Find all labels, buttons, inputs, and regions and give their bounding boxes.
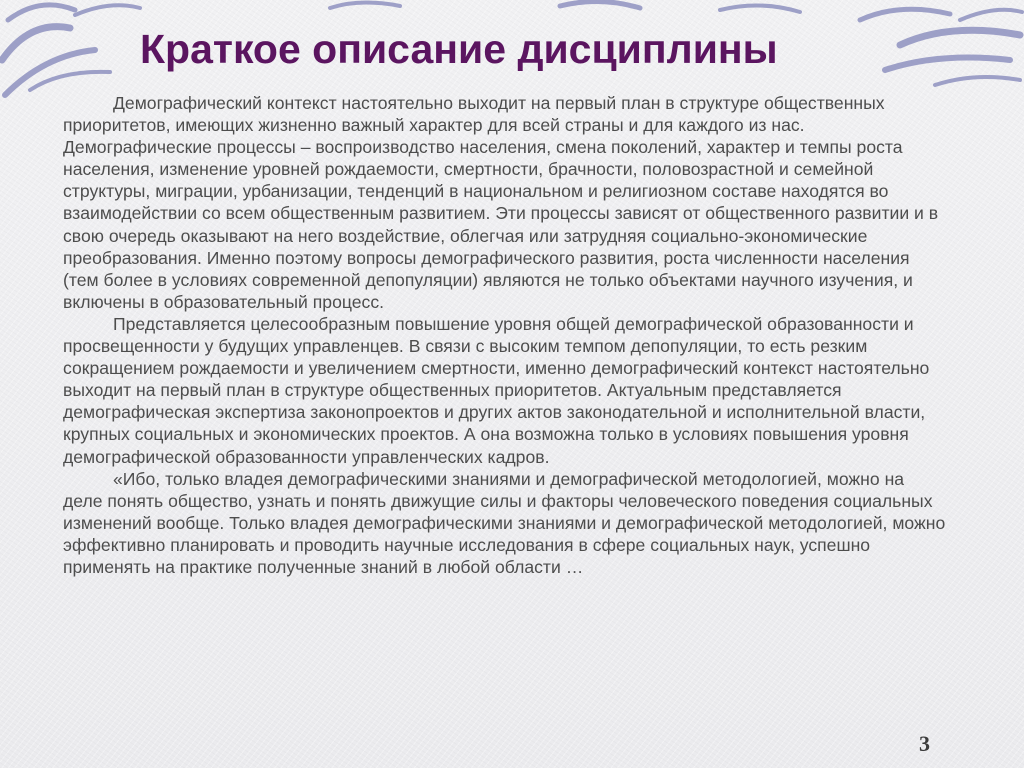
paragraph-1: Демографический контекст настоятельно выходит на первый план в структуре общественных приоритетов, имеющих жизненно важный характер для всей страны и для каждого из нас. Демографические процессы – воспроизводство населения, смена поколений, характер и темпы роста населения, изменение уровней рождаемости, смертности, брачности, половозрастной и семейной структуры, миграции, урбанизации, тенденций в национальном и религиозном составе находятся во взаимодействии со всем общественным развитием. Эти процессы зависят от общественного развитии и в свою очередь оказывают на него воздействие, облегчая или затрудняя социально-экономические преобразования. Именно поэтому вопросы демографического развития, роста численности населения (тем более в условиях современной депопуляции) являются не только объектами научного изучения, и включены в образовательный процесс. (63, 93, 939, 312)
swirl-stroke (8, 5, 75, 20)
swirl-stroke (330, 2, 400, 8)
paragraph-3: «Ибо, только владея демографическими знаниями и демографической методологией, можно на деле понять общество, узнать и понять движущие силы и факторы человеческого поведения социальных изменений вообще. Только владея демографическими знаниями и демографической методологией, можно эффективно планировать и проводить научные исследования в сфере социальных наук, успешно применять на практике полученные знаний в любой области … (63, 468, 946, 577)
swirl-stroke (2, 27, 70, 60)
paragraph-2: Представляется целесообразным повышение уровня общей демографической образованности и просвещенности у будущих управленцев. В связи с высоким темпом депопуляции, то есть резким сокращением рождаемости и увеличением смертности, именно демографический контекст настоятельно выходит на первый план в структуре общественных приоритетов. Актуальным представляется демографическая экспертиза законопроектов и других актов законодательной и исполнительной власти, крупных социальных и экономических проектов. А она возможна только в условиях повышения уровня демографической образованности управленческих кадров. (63, 313, 930, 467)
slide-title: Краткое описание дисциплины (140, 26, 778, 72)
swirl-stroke (560, 1, 640, 8)
swirl-stroke (900, 30, 1020, 45)
swirl-stroke (75, 5, 140, 15)
swirl-stroke (960, 10, 1022, 20)
swirl-stroke (935, 77, 1020, 85)
swirl-stroke (885, 58, 1010, 70)
swirl-stroke (860, 9, 950, 20)
swirl-stroke (720, 5, 800, 12)
slide-body (63, 92, 948, 578)
swirl-stroke (30, 72, 110, 90)
page-number: 3 (919, 731, 930, 756)
